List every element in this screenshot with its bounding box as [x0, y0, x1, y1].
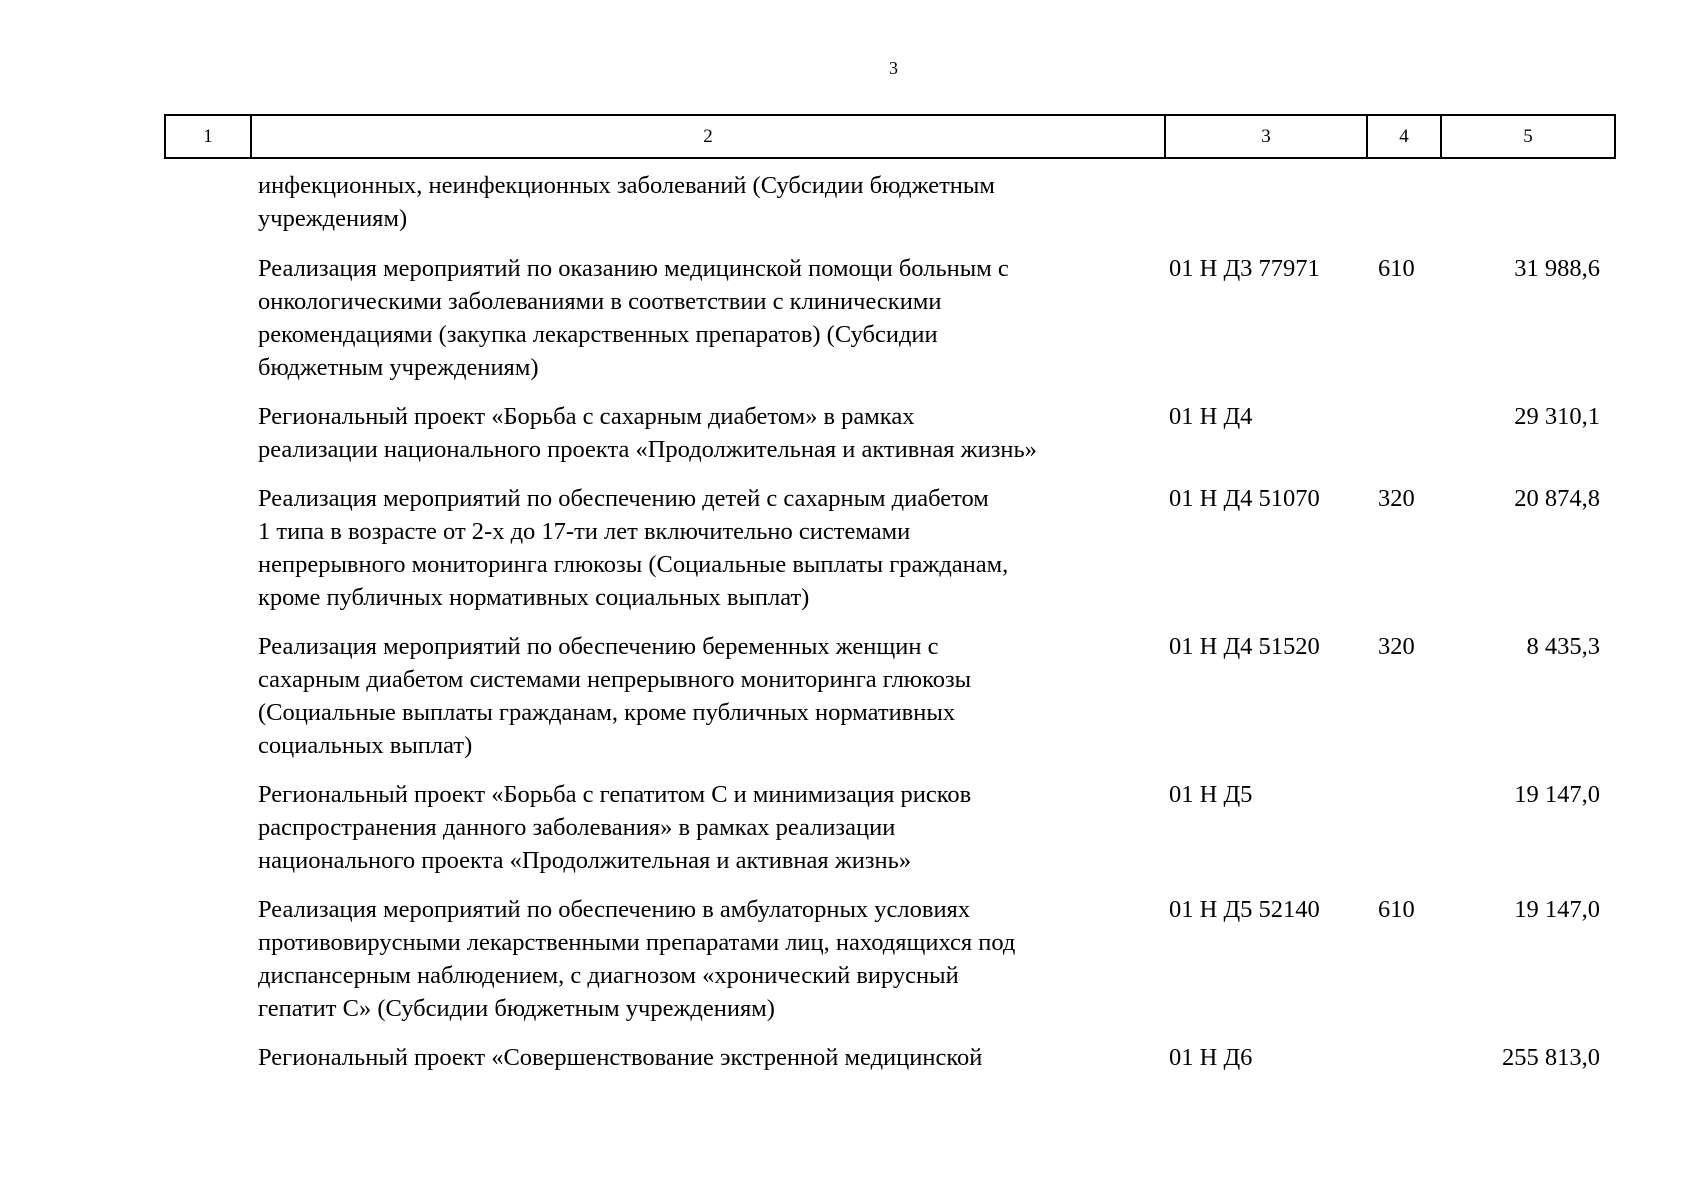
description-line: Реализация мероприятий по обеспечению в амбулаторных условиях — [258, 896, 971, 923]
row-description — [258, 778, 1168, 877]
row-description — [258, 1041, 1168, 1074]
description-line: бюджетным учреждениям) — [258, 354, 539, 381]
description-line: реализации национального проекта «Продолжительная и активная жизнь» — [258, 436, 1037, 463]
column-header-2: 2 — [251, 115, 1165, 158]
description-line: социальных выплат) — [258, 732, 473, 759]
description-line: (Социальные выплаты гражданам, кроме публичных нормативных — [258, 699, 956, 726]
row-code: 01 Н Д4 51070 — [1169, 485, 1320, 512]
description-line: сахарным диабетом системами непрерывного мониторинга глюкозы — [258, 666, 972, 693]
row-amount: 19 147,0 — [1514, 781, 1600, 808]
description-line: кроме публичных нормативных социальных выплат) — [258, 584, 810, 611]
row-code: 01 Н Д6 — [1169, 1044, 1253, 1071]
column-header-3: 3 — [1165, 115, 1367, 158]
description-line: Региональный проект «Совершенствование экстренной медицинской — [258, 1044, 983, 1071]
description-line: Реализация мероприятий по оказанию медицинской помощи больным с — [258, 255, 1009, 282]
row-amount: 19 147,0 — [1514, 896, 1600, 923]
row-amount: 8 435,3 — [1526, 633, 1600, 660]
description-line: Региональный проект «Борьба с сахарным диабетом» в рамках — [258, 403, 915, 430]
description-line: национального проекта «Продолжительная и активная жизнь» — [258, 847, 912, 874]
row-amount: 31 988,6 — [1514, 255, 1600, 282]
description-line: гепатит С» (Субсидии бюджетным учреждениям) — [258, 995, 775, 1022]
column-header-1: 1 — [165, 115, 251, 158]
row-description — [258, 630, 1168, 762]
description-line: непрерывного мониторинга глюкозы (Социальные выплаты гражданам, — [258, 551, 1009, 578]
row-description — [258, 893, 1168, 1025]
description-line: диспансерным наблюдением, с диагнозом «хронический вирусный — [258, 962, 959, 989]
column-header-4: 4 — [1367, 115, 1441, 158]
row-code: 01 Н Д4 — [1169, 403, 1253, 430]
description-line: Региональный проект «Борьба с гепатитом С и минимизация рисков — [258, 781, 972, 808]
row-code: 01 Н Д5 — [1169, 781, 1253, 808]
row-description — [258, 252, 1168, 384]
description-line: онкологическими заболеваниями в соответствии с клиническими — [258, 288, 942, 315]
description-line: распространения данного заболевания» в рамках реализации — [258, 814, 896, 841]
page-number: 3 — [889, 58, 898, 78]
row-description — [258, 169, 1168, 235]
row-amount: 29 310,1 — [1514, 403, 1600, 430]
description-line: Реализация мероприятий по обеспечению беременных женщин с — [258, 633, 939, 660]
row-expense-type: 320 — [1378, 485, 1415, 512]
row-code: 01 Н Д3 77971 — [1169, 255, 1320, 282]
row-code: 01 Н Д4 51520 — [1169, 633, 1320, 660]
description-line: противовирусными лекарственными препаратами лиц, находящихся под — [258, 929, 1016, 956]
row-description — [258, 400, 1168, 466]
description-line: учреждениям) — [258, 205, 408, 232]
description-line: рекомендациями (закупка лекарственных препаратов) (Субсидии — [258, 321, 938, 348]
row-expense-type: 610 — [1378, 896, 1415, 923]
row-amount: 255 813,0 — [1502, 1044, 1600, 1071]
row-expense-type: 610 — [1378, 255, 1415, 282]
row-code: 01 Н Д5 52140 — [1169, 896, 1320, 923]
row-description — [258, 482, 1168, 614]
description-line: Реализация мероприятий по обеспечению детей с сахарным диабетом — [258, 485, 989, 512]
row-expense-type: 320 — [1378, 633, 1415, 660]
column-header-table — [164, 114, 1616, 159]
description-line: 1 типа в возрасте от 2-х до 17-ти лет включительно системами — [258, 518, 911, 545]
column-header-row — [165, 115, 1615, 158]
description-line: инфекционных, неинфекционных заболеваний (Субсидии бюджетным — [258, 172, 995, 199]
row-amount: 20 874,8 — [1514, 485, 1600, 512]
column-header-5: 5 — [1441, 115, 1615, 158]
